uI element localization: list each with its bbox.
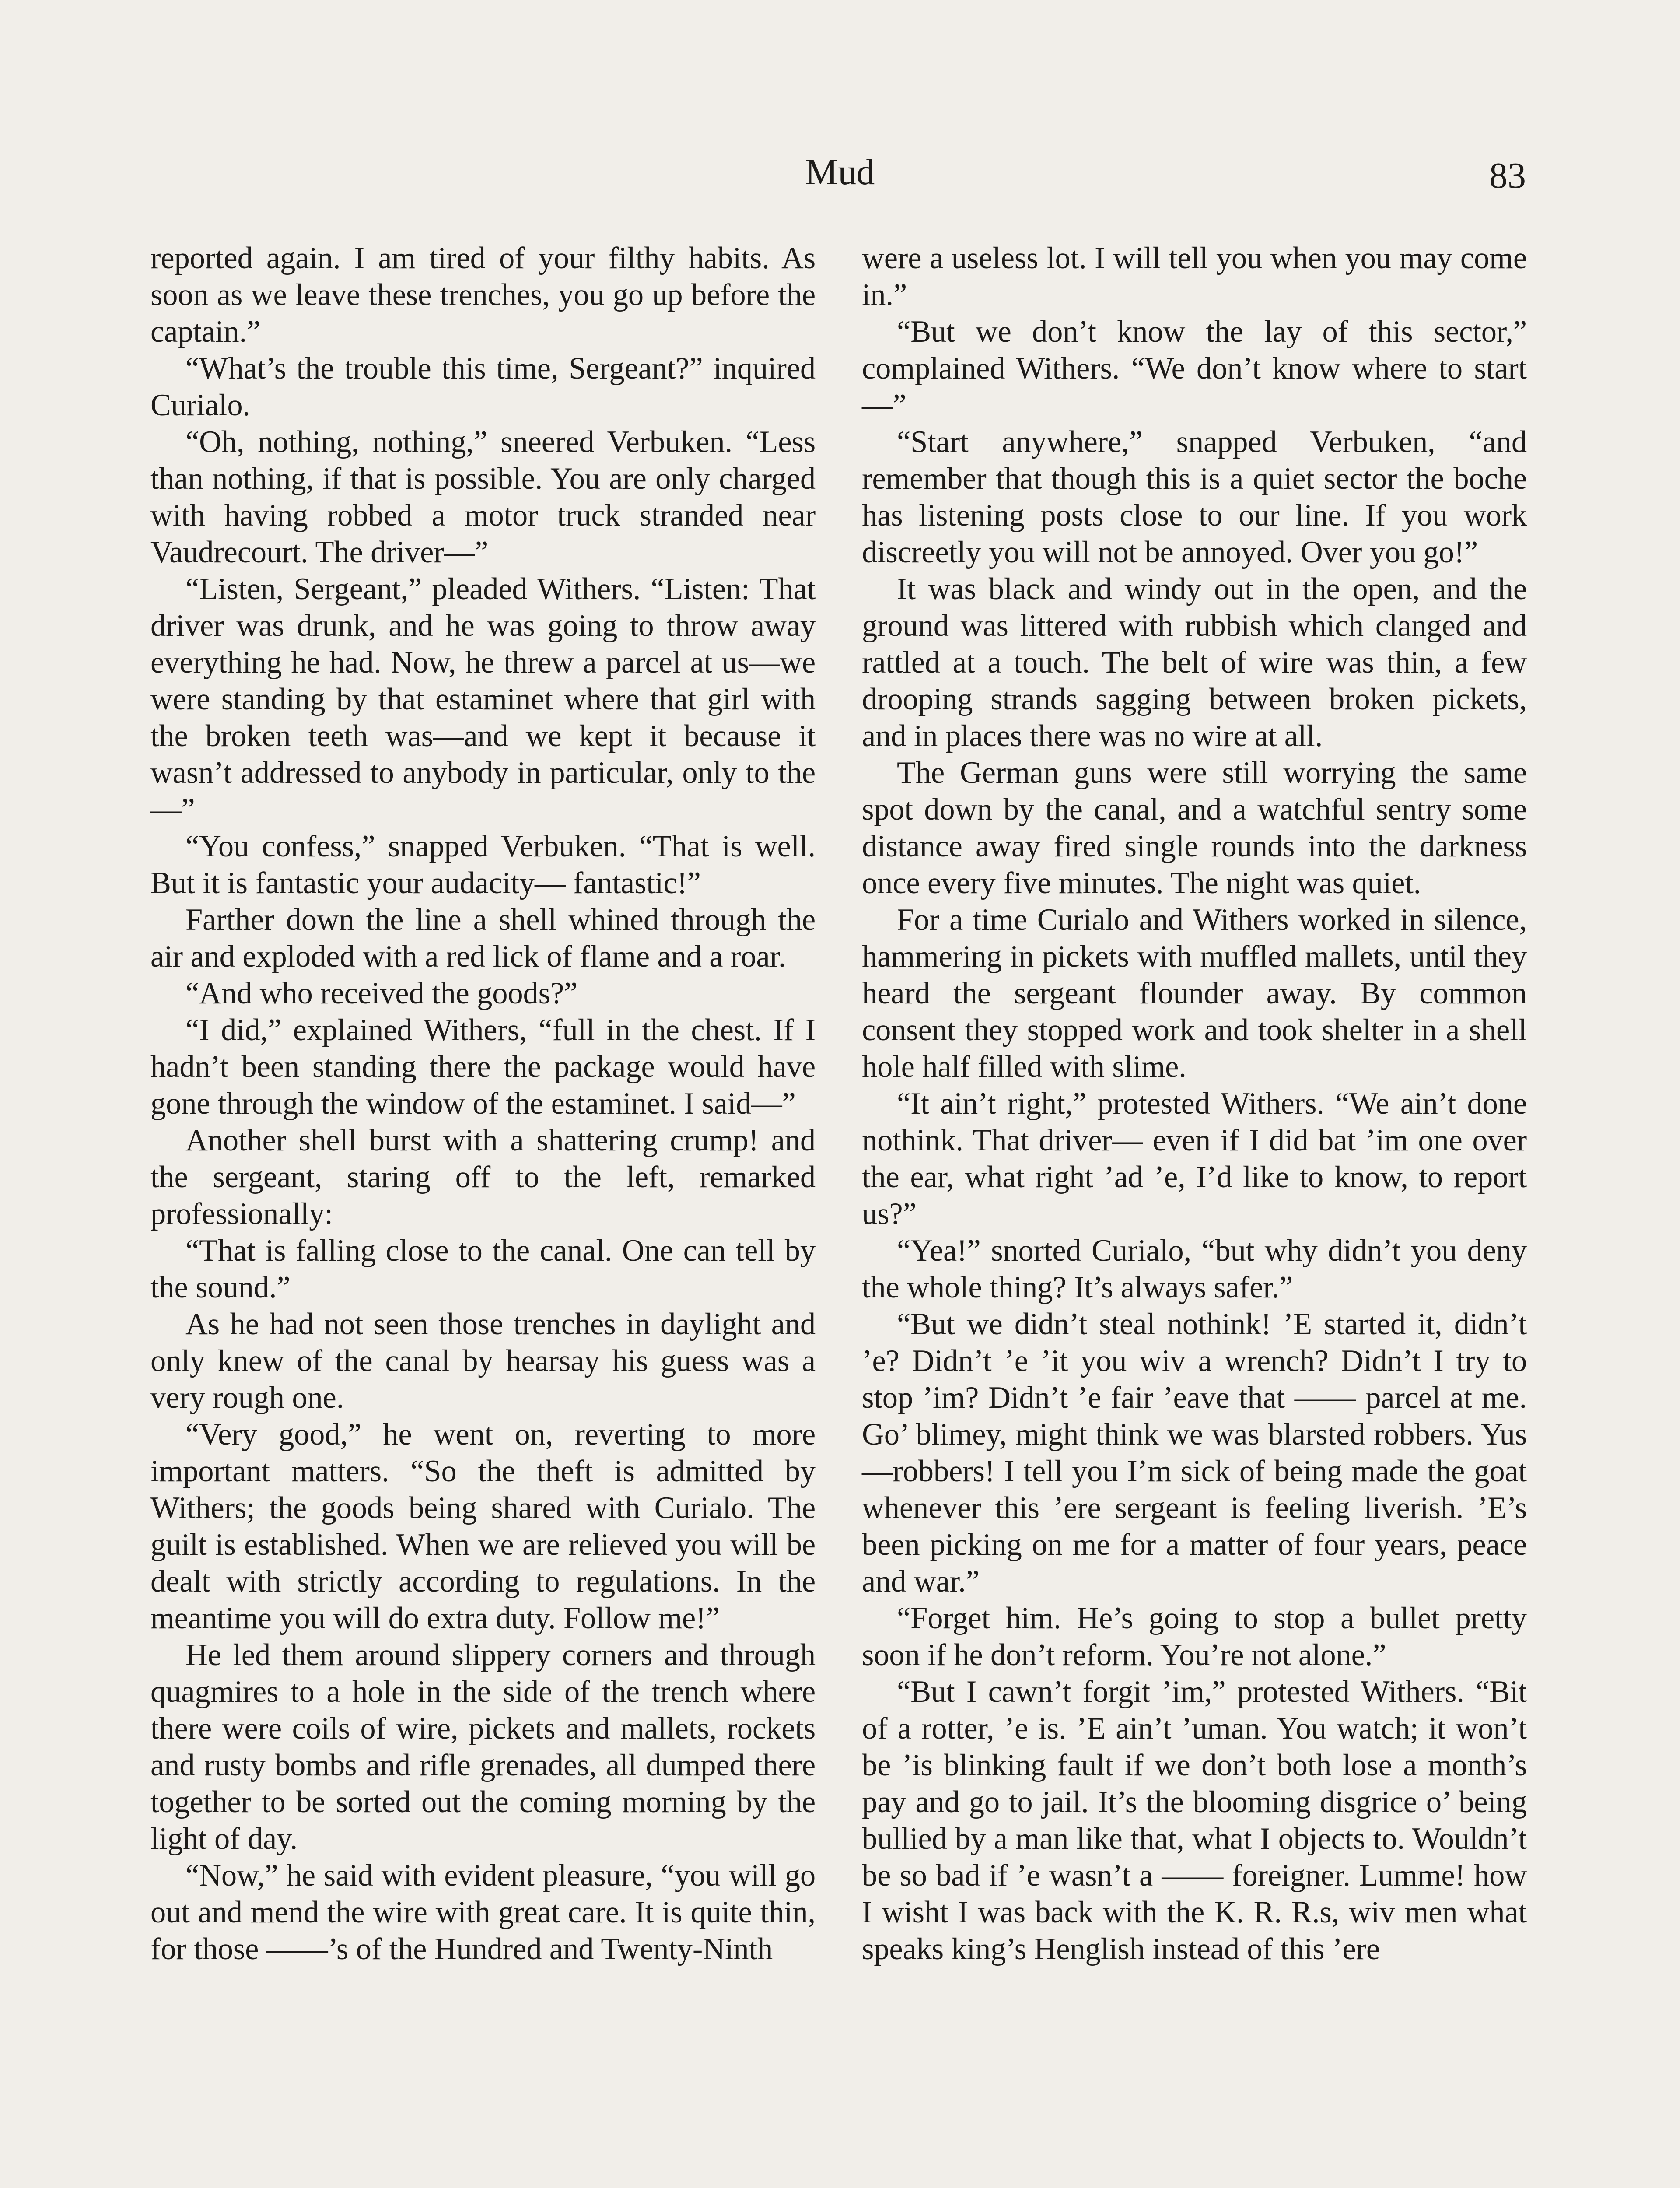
running-header-title: Mud <box>805 152 875 193</box>
paragraph: “But we didn’t steal nothink! ’E started it, didn’t ’e? Didn’t ’e ’it you wiv a wrench? Didn’t I try to stop ’im? Didn’t ’e fair ’eave that —— parcel at me. Go’ blimey, might think we was blarsted robbers. Yus—robbers! I tell you I’m sick of being made the goat whenever this ’ere sergeant is feeling liverish. ’E’s been picking on me for a matter of four years, peace and war.” <box>862 1307 1527 1599</box>
paragraph: “Forget him. He’s going to stop a bullet pretty soon if he don’t reform. You’re not alone.” <box>862 1601 1527 1672</box>
paragraph: “It ain’t right,” protested Withers. “We ain’t done nothink. That driver— even if I did bat ’im one over the ear, what right ’ad ’e, I’d like to know, to report us?” <box>862 1087 1527 1231</box>
paragraph: “That is falling close to the canal. One can tell by the sound.” <box>150 1234 816 1304</box>
paragraph: The German guns were still worrying the same spot down by the canal, and a watchful sentry some distance away fired single rounds into the darkness once every five minutes. The night was quiet. <box>862 756 1527 900</box>
paragraph: were a useless lot. I will tell you when you may come in.” <box>862 241 1527 312</box>
paragraph: reported again. I am tired of your filthy habits. As soon as we leave these trenches, you go up before the captain.” <box>150 241 816 349</box>
paragraph: “But I cawn’t forgit ’im,” protested Withers. “Bit of a rotter, ’e is. ’E ain’t ’uman. You watch; it won’t be ’is blinking fault if we don’t both lose a month’s pay and go to jail. It’s the blooming disgrice o’ being bullied by a man like that, what I objects to. Wouldn’t be so bad if ’e wasn’t a —— foreigner. Lumme! how I wisht I was back with the K. R. R.s, wiv men what speaks king’s Henglish instead of this ’ere <box>862 1675 1527 1966</box>
page-number: 83 <box>1489 155 1526 196</box>
paragraph: “Start anywhere,” snapped Verbuken, “and remember that though this is a quiet sector the boche has listening posts close to our line. If you work discreetly you will not be annoyed. Over you go!” <box>862 425 1527 569</box>
paragraph: “You confess,” snapped Verbuken. “That is well. But it is fantastic your audacity— fantastic!” <box>150 829 816 900</box>
paragraph: “I did,” explained Withers, “full in the chest. If I hadn’t been standing there the package would have gone through the window of the estaminet. I said—” <box>150 1013 816 1121</box>
right-text-column <box>862 240 1527 1967</box>
paragraph: Another shell burst with a shattering crump! and the sergeant, staring off to the left, remarked professionally: <box>150 1123 816 1231</box>
paragraph: “But we don’t know the lay of this sector,” complained Withers. “We don’t know where to start—” <box>862 315 1527 422</box>
paragraph: “Listen, Sergeant,” pleaded Withers. “Listen: That driver was drunk, and he was going to throw away everything he had. Now, he threw a parcel at us—we were standing by that estaminet where that girl with the broken teeth was—and we kept it because it wasn’t addressed to anybody in particular, only to the—” <box>150 572 816 827</box>
paragraph: He led them around slippery corners and through quagmires to a hole in the side of the trench where there were coils of wire, pickets and mallets, rockets and rusty bombs and rifle grenades, all dumped there together to be sorted out the coming morning by the light of day. <box>150 1638 816 1856</box>
paragraph: For a time Curialo and Withers worked in silence, hammering in pickets with muffled mallets, until they heard the sergeant flounder away. By common consent they stopped work and took shelter in a shell hole half filled with slime. <box>862 903 1527 1084</box>
paragraph: “And who received the goods?” <box>186 976 578 1010</box>
paragraph: Farther down the line a shell whined through the air and exploded with a red lick of flame and a roar. <box>150 903 816 974</box>
paragraph: “Yea!” snorted Curialo, “but why didn’t you deny the whole thing? It’s always safer.” <box>862 1234 1527 1304</box>
paragraph: “Now,” he said with evident pleasure, “you will go out and mend the wire with great care. It is quite thin, for those ——’s of the Hundred and Twenty-Ninth <box>150 1858 816 1966</box>
left-text-column <box>150 240 816 1967</box>
paragraph: As he had not seen those trenches in daylight and only knew of the canal by hearsay his guess was a very rough one. <box>150 1307 816 1415</box>
paragraph: It was black and windy out in the open, and the ground was littered with rubbish which clanged and rattled at a touch. The belt of wire was thin, a few drooping strands sagging between broken pickets, and in places there was no wire at all. <box>862 572 1527 753</box>
paragraph: “Oh, nothing, nothing,” sneered Verbuken. “Less than nothing, if that is possible. You are only charged with having robbed a motor truck stranded near Vaudrecourt. The driver—” <box>150 425 816 569</box>
paragraph: “Very good,” he went on, reverting to more important matters. “So the theft is admitted by Withers; the goods being shared with Curialo. The guilt is established. When we are relieved you will be dealt with strictly according to regulations. In the meantime you will do extra duty. Follow me!” <box>150 1417 816 1635</box>
paragraph: “What’s the trouble this time, Sergeant?” inquired Curialo. <box>150 351 816 422</box>
